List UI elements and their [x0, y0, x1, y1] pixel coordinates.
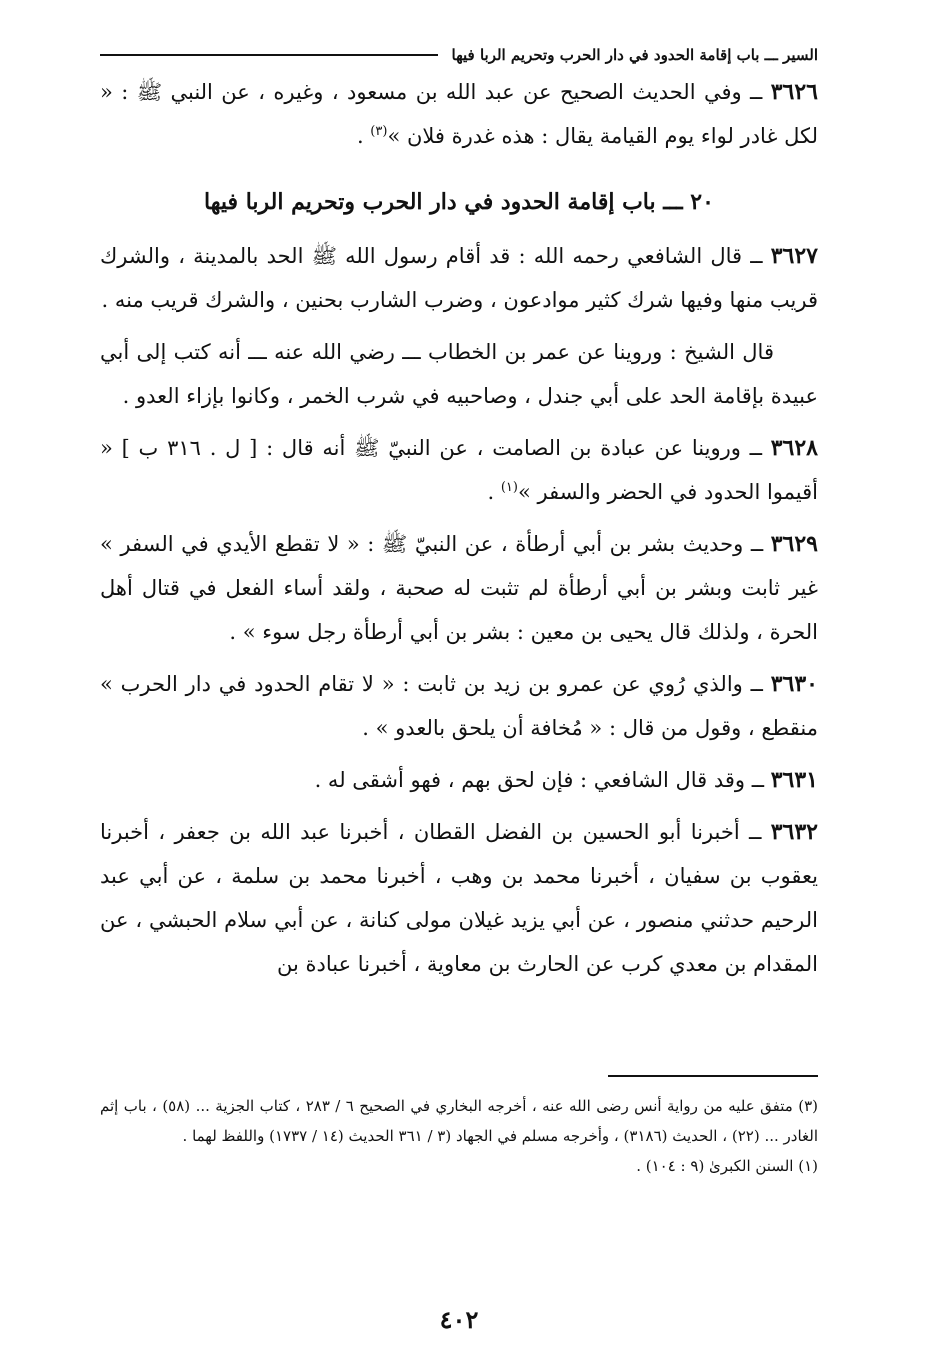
paragraph-3628: ٣٦٢٨ ــ وروينا عن عبادة بن الصامت ، عن النبيّ ﷺ أنه قال : [ ل . ٣١٦ ب ] « أقيموا الحدود في الحضر والسفر »$^{(١)}$ .	[100, 435, 818, 504]
footnote-ref: (٣)	[370, 124, 388, 139]
hadith-number: ٣٦٢٧	[770, 243, 818, 269]
paragraph-text: ــ وحديث بشر بن أبي أرطأة ، عن النبيّ ﷺ : « لا تقطع الأيدي في السفر » غير ثابت وبشر بن أبي أرطأة لم تثبت له صحبة ، ولقد أساء الفعل في قتال أهل الحرة ، ولذلك قال يحيى بن معين : بشر بن أبي أرطأة رجل سوء » .	[100, 532, 818, 644]
paragraph-text: ــ أخبرنا أبو الحسين بن الفضل القطان ، أخبرنا عبد الله بن جعفر ، أخبرنا يعقوب بن سفيان ، أخبرنا محمد بن وهب ، أخبرنا محمد بن سلمة ، عن أبي عبد الرحيم حدثني منصور ، عن أبي يزيد غيلان مولى كنانة ، عن أبي سلام الحبشي ، عن المقدام بن معدي كرب عن الحارث بن معاوية ، أخبرنا عبادة بن	[100, 820, 818, 976]
paragraph-text: قال الشيخ : وروينا عن عمر بن الخطاب ـــ رضي الله عنه ـــ أنه كتب إلى أبي عبيدة بإقامة الحد على أبي جندل ، وصاحبيه في شرب الخمر ، وكانوا بإزاء العدو .	[100, 340, 818, 408]
footnote-rule	[608, 1075, 818, 1077]
paragraph-3632	[100, 810, 818, 986]
paragraph-text: ــ وروينا عن عبادة بن الصامت ، عن النبيّ ﷺ أنه قال : [ ل . ٣١٦ ب ] « أقيموا الحدود في الحضر والسفر »	[100, 436, 818, 504]
paragraph-3629	[100, 522, 818, 654]
paragraph-3630	[100, 662, 818, 750]
footnotes	[100, 1075, 818, 1181]
footnote: (٣) متفق عليه من رواية أنس رضى الله عنه ، أخرجه البخاري في الصحيح ٦ / ٢٨٣ ، كتاب الجزية ... (٥٨) ، باب إثم الغادر ... (٢٢) ، الحديث (٣١٨٦) ، وأخرجه مسلم في الجهاد (٣ / ٣٦١ الحديث (١٤ / ١٧٣٧) واللفظ لهما .	[100, 1097, 818, 1145]
paragraph-text: ــ قال الشافعي رحمه الله : قد أقام رسول الله ﷺ الحد بالمدينة ، والشرك قريب منها وفيها شرك كثير موادعون ، وضرب الشارب بحنين ، والشرك قريب منه .	[100, 244, 818, 312]
header-rule	[100, 54, 438, 56]
book-page	[100, 40, 818, 1334]
paragraph-3626: ٣٦٢٦ ــ وفي الحديث الصحيح عن عبد الله بن مسعود ، وغيره ، عن النبي ﷺ : « لكل غادر لواء يوم القيامة يقال : هذه غدرة فلان »$^{(٣)}$ .	[100, 79, 818, 148]
hadith-number: ٣٦٢٦	[770, 79, 818, 105]
paragraph-3627	[100, 234, 818, 322]
paragraph-text: ــ والذي رُوي عن عمرو بن زيد بن ثابت : « لا تقام الحدود في دار الحرب » منقطع ، وقول من قال : « مُخافة أن يلحق بالعدو » .	[100, 672, 818, 740]
hadith-number: ٣٦٣١	[770, 767, 818, 793]
hadith-number: ٣٦٢٨	[770, 435, 818, 461]
paragraph-text: ــ وقد قال الشافعي : فإن لحق بهم ، فهو أشقى له .	[314, 768, 771, 792]
paragraph-3631	[100, 758, 818, 802]
hadith-number: ٣٦٣٠	[770, 671, 818, 697]
page-number: ٤٠٢	[439, 1305, 479, 1334]
footnote-ref: (١)	[500, 480, 518, 495]
running-title: السير ـــ باب إقامة الحدود في دار الحرب وتحريم الربا فيها	[451, 46, 818, 64]
running-header	[100, 40, 818, 70]
footnote: (١) السنن الكبرىٰ (٩ : ١٠٤) .	[636, 1157, 818, 1175]
paragraph-text: ــ وفي الحديث الصحيح عن عبد الله بن مسعود ، وغيره ، عن النبي ﷺ : « لكل غادر لواء يوم القيامة يقال : هذه غدرة فلان »	[100, 80, 818, 148]
hadith-number: ٣٦٢٩	[770, 531, 818, 557]
section-title: ٢٠ ـــ باب إقامة الحدود في دار الحرب وتحريم الربا فيها	[204, 189, 714, 215]
paragraph-sheikh	[100, 330, 818, 418]
hadith-number: ٣٦٣٢	[770, 819, 818, 845]
